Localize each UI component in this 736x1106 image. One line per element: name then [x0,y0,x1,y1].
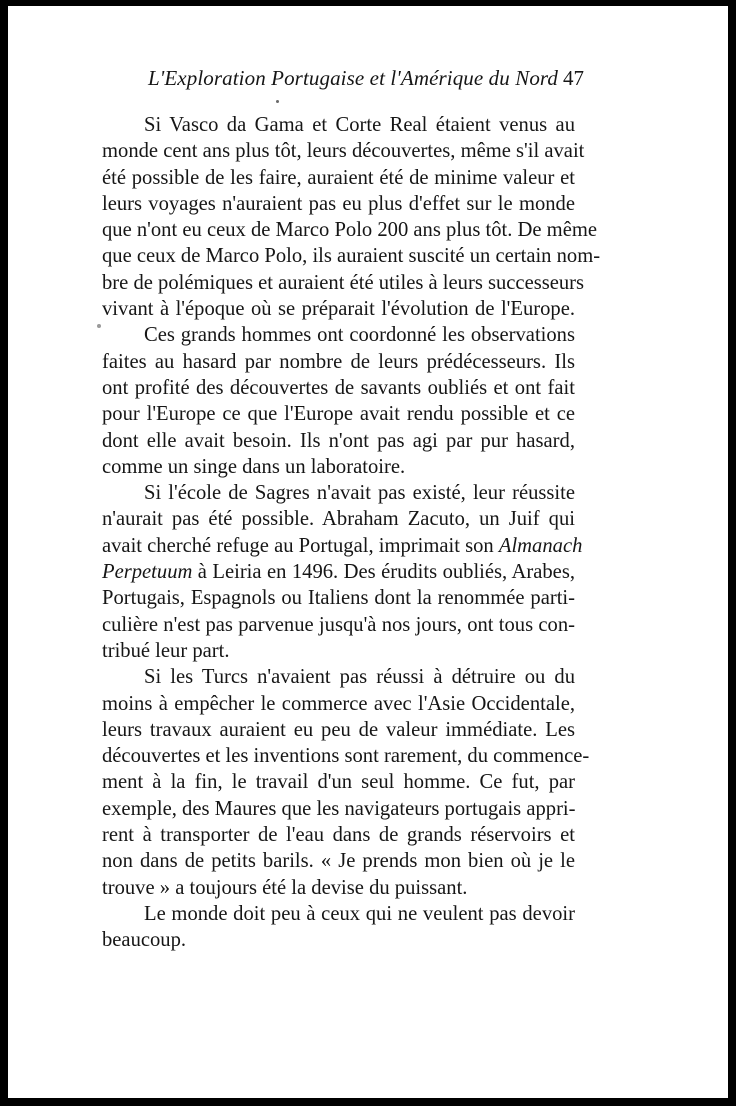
text-line: découvertes et les inventions sont rarement, du commence- [102,745,590,768]
text-line: leurs voyages n'auraient pas eu plus d'effet sur le monde [102,192,575,215]
text-line: Portugais, Espagnols ou Italiens dont la renommée parti- [102,587,575,610]
text-line: beaucoup. [102,929,187,952]
paragraph-5 [102,901,575,954]
text-line: été possible de les faire, auraient été de minime valeur et [102,166,575,189]
text-line: n'aurait pas été possible. Abraham Zacuto, un Juif qui [102,508,575,531]
text-line: tribué leur part. [102,639,230,662]
book-page [8,6,728,1098]
page-header [148,66,584,100]
text-segment: avait cherché refuge au Portugal, imprimait son [102,534,494,557]
text-line: monde cent ans plus tôt, leurs découvertes, même s'il avait [102,140,585,163]
text-line: dont elle avait besoin. Ils n'ont pas agi par pur hasard, [102,429,575,452]
paragraph-2 [102,322,575,480]
text-segment: à Leiria en 1496. Des érudits oubliés, Arabes, [197,561,575,584]
text-line: Si les Turcs n'avaient pas réussi à détruire ou du [144,666,575,689]
text-line [102,533,583,559]
text-line: que ceux de Marco Polo, ils auraient suscité un certain nom- [102,245,601,268]
text-line: Le monde doit peu à ceux qui ne veulent pas devoir [144,902,575,925]
text-line: non dans de petits barils. « Je prends mon bien où je le [102,850,575,873]
text-line: trouve » a toujours été la devise du puissant. [102,876,468,899]
ink-speck [97,324,101,328]
body-text [102,112,601,954]
text-line: rent à transporter de l'eau dans de grands réservoirs et [102,824,575,847]
ink-speck [276,100,279,103]
text-line: ment à la fin, le travail d'un seul homme. Ce fut, par [102,771,575,794]
text-line: Si l'école de Sagres n'avait pas existé, leur réussite [144,482,575,505]
italic-title: Perpetuum [102,561,193,584]
text-line: bre de polémiques et auraient été utiles à leurs successeurs [102,271,585,294]
text-line: comme un singe dans un laboratoire. [102,455,406,478]
text-line: vivant à l'époque où se préparait l'évolution de l'Europe. [102,298,575,321]
paragraph-3 [102,480,583,664]
text-line: que n'ont eu ceux de Marco Polo 200 ans plus tôt. De même [102,219,597,242]
paragraph-4 [102,664,590,901]
italic-title: Almanach [498,534,583,557]
running-title: L'Exploration Portugaise et l'Amérique du Nord [148,66,559,90]
text-line: exemple, des Maures que les navigateurs portugais appri- [102,797,576,820]
text-line: culière n'est pas parvenue jusqu'à nos jours, ont tous con- [102,613,575,636]
text-line: faites au hasard par nombre de leurs prédécesseurs. Ils [102,350,575,373]
text-line: Ces grands hommes ont coordonné les observations [144,324,575,347]
text-line: Si Vasco da Gama et Corte Real étaient venus au [144,114,575,136]
text-line: ont profité des découvertes de savants oubliés et ont fait [102,376,575,399]
text-line: pour l'Europe ce que l'Europe avait rendu possible et ce [102,403,575,426]
text-line [102,559,575,585]
text-line: moins à empêcher le commerce avec l'Asie Occidentale, [102,692,575,715]
text-line: leurs travaux auraient eu peu de valeur immédiate. Les [102,718,575,741]
paragraph-1 [102,112,601,322]
page-number: 47 [563,66,584,90]
